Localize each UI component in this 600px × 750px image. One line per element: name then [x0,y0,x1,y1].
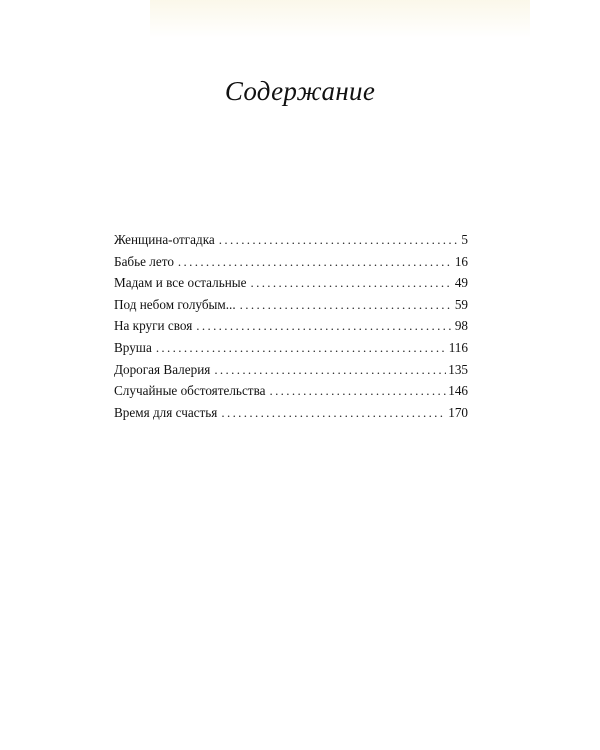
toc-entry-page: 49 [454,275,468,291]
toc-leader-dots [240,294,453,316]
toc-entry [114,337,468,359]
toc-entry-page: 59 [454,296,468,312]
toc-entry-title: Вруша [114,339,152,355]
toc-entry [114,315,468,337]
toc-entry-title: Мадам и все остальные [114,275,247,291]
table-of-contents [114,229,468,423]
toc-entry [114,251,468,273]
toc-entry-page: 146 [448,383,468,399]
toc-entry [114,272,468,294]
toc-entry-title: Под небом голубым... [114,296,236,312]
toc-entry [114,402,468,424]
toc-leader-dots [251,272,453,294]
toc-entry [114,380,468,402]
toc-entry-title: Время для счастья [114,404,218,420]
toc-entry-page: 170 [448,404,468,420]
toc-entry-page: 135 [448,361,468,377]
toc-entry-title: Бабье лето [114,253,174,269]
toc-entry-title: Случайные обстоятельства [114,383,266,399]
toc-entry-title: На круги своя [114,318,193,334]
toc-entry [114,359,468,381]
toc-leader-dots [214,359,446,381]
toc-entry-page: 5 [461,232,468,247]
toc-leader-dots [269,380,446,402]
toc-entry-title: Дорогая Валерия [114,361,211,377]
page-edge-tint [150,0,530,38]
toc-entry-page: 98 [454,318,468,334]
toc-leader-dots [156,337,447,359]
toc-leader-dots [196,315,453,337]
toc-entry-title: Женщина-отгадка [114,232,215,247]
toc-entry-page: 116 [448,339,468,355]
toc-leader-dots [178,251,453,273]
toc-entry-page: 16 [454,253,468,269]
toc-leader-dots [221,402,446,424]
toc-entry [114,294,468,316]
page-title: Содержание [224,76,376,106]
toc-entry [114,229,468,251]
toc-leader-dots [219,229,460,251]
